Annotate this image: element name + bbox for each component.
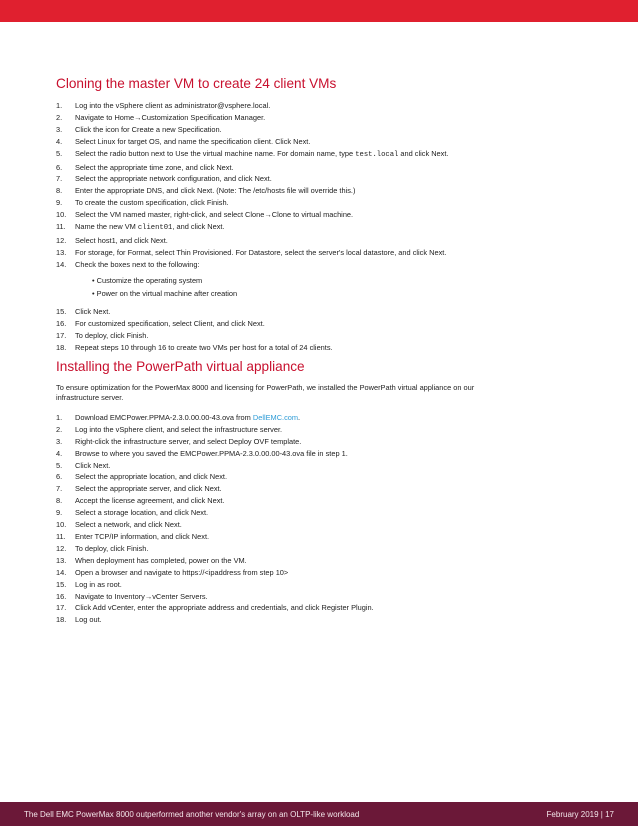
list-item	[56, 567, 586, 579]
powerpath-steps-list	[56, 412, 586, 626]
step-number: 11.	[56, 222, 66, 232]
step-number: 13.	[56, 247, 67, 257]
step-text: Navigate to Inventory→vCenter Servers.	[75, 591, 208, 601]
step-text: Log in as root.	[75, 579, 122, 589]
list-item	[56, 471, 586, 483]
list-item	[56, 602, 586, 614]
step-text: Click Next.	[75, 307, 111, 317]
step-number: 17.	[56, 331, 67, 341]
step-text: Repeat steps 10 through 16 to create two VMs per host for a total of 24 clients.	[75, 343, 333, 352]
step-number: 3.	[56, 124, 63, 134]
step-text: Select a network, and click Next.	[75, 520, 182, 530]
list-item	[56, 531, 586, 543]
list-item	[56, 330, 586, 342]
list-item	[56, 507, 586, 519]
bullet-item: • Power on the virtual machine after creation	[92, 289, 238, 299]
step-text: When deployment has completed, power on the VM.	[75, 555, 247, 565]
step-text: Open a browser and navigate to https://<ipaddress from step 10>	[75, 567, 289, 577]
step-number: 16.	[56, 319, 67, 329]
step-text: Select the appropriate server, and click Next.	[75, 484, 222, 494]
step-text: Select host1, and click Next.	[75, 235, 168, 245]
list-item	[56, 436, 586, 448]
list-item	[56, 173, 586, 185]
step-text: Click Next.	[75, 460, 111, 470]
step-number: 18.	[56, 343, 67, 352]
step-number: 4.	[56, 136, 63, 146]
bullet-item: • Customize the operating system	[92, 275, 203, 285]
step-text: , and click Next.	[172, 222, 225, 232]
list-item	[56, 342, 586, 354]
step-text: Enter the appropriate DNS, and click Next. (Note: The /etc/hosts file will override this.)	[75, 186, 356, 196]
step-number: 1.	[56, 412, 63, 422]
step-text: Select the appropriate network configuration, and click Next.	[75, 174, 272, 184]
step-text: Log out.	[75, 615, 102, 625]
list-item	[56, 247, 586, 259]
list-item	[56, 100, 586, 112]
list-item	[56, 591, 586, 603]
page-content	[56, 76, 586, 626]
step-text: Click Add vCenter, enter the appropriate address and credentials, and click Register Plugin.	[75, 603, 374, 613]
list-item	[56, 197, 586, 209]
step-number: 7.	[56, 174, 63, 184]
step-number: 10.	[56, 210, 67, 220]
list-item	[56, 148, 586, 162]
step-text: Log into the vSphere client, and select the infrastructure server.	[75, 424, 283, 434]
options-bullet-list	[56, 274, 586, 302]
step-text: and click Next.	[398, 148, 449, 158]
header-accent-bar	[0, 0, 638, 22]
cloning-steps-list-continued	[56, 306, 586, 354]
step-text: Select the appropriate time zone, and click Next.	[75, 162, 234, 172]
step-number: 3.	[56, 436, 63, 446]
step-number: 8.	[56, 496, 63, 506]
list-item	[56, 495, 586, 507]
list-item	[56, 614, 586, 626]
step-number: 6.	[56, 162, 63, 172]
step-text: For storage, for Format, select Thin Provisioned. For Datastore, select the server's local datastore, and click Next.	[75, 247, 447, 257]
step-number: 4.	[56, 448, 63, 458]
step-number: 7.	[56, 484, 63, 494]
list-item	[56, 448, 586, 460]
footer-date-page: February 2019 | 17	[546, 809, 614, 819]
list-item	[56, 185, 586, 197]
step-number: 9.	[56, 508, 63, 518]
step-number: 13.	[56, 555, 67, 565]
code-text: test.local	[355, 150, 399, 159]
list-item	[56, 112, 586, 124]
step-number: 12.	[56, 235, 67, 245]
list-item	[56, 124, 586, 136]
section-intro: To ensure optimization for the PowerMax 8000 and licensing for PowerPath, we installed the PowerPath virtual appliance on our infrastructure server.	[56, 382, 475, 403]
list-item	[56, 235, 586, 247]
list-item	[56, 412, 586, 424]
list-item	[56, 306, 586, 318]
step-number: 2.	[56, 112, 63, 122]
step-text: Accept the license agreement, and click Next.	[75, 496, 225, 506]
step-number: 9.	[56, 198, 63, 208]
code-text: client01	[137, 224, 173, 233]
list-item	[56, 483, 586, 495]
step-text: Enter TCP/IP information, and click Next.	[75, 531, 210, 541]
step-number: 18.	[56, 615, 67, 625]
list-item	[56, 424, 586, 436]
step-text: Select a storage location, and click Next.	[75, 508, 209, 518]
dellemc-link[interactable]: DellEMC.com	[252, 412, 299, 422]
step-text: For customized specification, select Client, and click Next.	[75, 319, 265, 329]
list-item	[56, 579, 586, 591]
step-text: To deploy, click Finish.	[75, 331, 149, 341]
step-number: 12.	[56, 543, 67, 553]
section-title-powerpath: Installing the PowerPath virtual appliance	[56, 358, 305, 374]
footer-report-title: The Dell EMC PowerMax 8000 outperformed another vendor's array on an OLTP-like workload	[24, 809, 360, 819]
step-number: 11.	[56, 531, 66, 541]
step-text: Download EMCPower.PPMA-2.3.0.00.00-43.ova from	[75, 412, 253, 422]
step-text: .	[298, 412, 301, 422]
step-number: 6.	[56, 472, 63, 482]
list-item	[56, 162, 586, 174]
step-number: 5.	[56, 460, 63, 470]
powerpath-section	[56, 359, 586, 626]
step-text: Right-click the infrastructure server, and select Deploy OVF template.	[75, 436, 302, 446]
step-text: Name the new VM	[75, 222, 138, 232]
page-footer	[0, 802, 638, 826]
step-text: Select the radio button next to Use the virtual machine name. For domain name, type	[75, 148, 356, 158]
step-number: 15.	[56, 307, 67, 317]
list-item	[56, 209, 586, 221]
list-item	[56, 460, 586, 472]
step-text: Browse to where you saved the EMCPower.PPMA-2.3.0.00.00-43.ova file in step 1.	[75, 448, 348, 458]
cloning-steps-list	[56, 100, 586, 271]
step-text: Navigate to Home→Customization Specification Manager.	[75, 112, 266, 122]
step-text: Log into the vSphere client as administrator@vsphere.local.	[75, 101, 271, 110]
step-number: 14.	[56, 567, 67, 577]
list-item	[56, 543, 586, 555]
step-number: 2.	[56, 424, 63, 434]
step-number: 15.	[56, 579, 67, 589]
step-number: 5.	[56, 148, 63, 158]
step-text: Select the VM named master, right-click, and select Clone→Clone to virtual machine.	[75, 210, 354, 220]
step-number: 1.	[56, 101, 63, 110]
step-text: Select the appropriate location, and click Next.	[75, 472, 228, 482]
step-number: 16.	[56, 591, 67, 601]
step-text: To create the custom specification, click Finish.	[75, 198, 229, 208]
step-text: Select Linux for target OS, and name the specification client. Click Next.	[75, 136, 311, 146]
list-item	[56, 136, 586, 148]
step-text: Check the boxes next to the following:	[75, 259, 200, 269]
list-item	[56, 318, 586, 330]
step-number: 14.	[56, 259, 67, 269]
list-item	[56, 519, 586, 531]
step-text: To deploy, click Finish.	[75, 543, 149, 553]
list-item	[56, 259, 586, 271]
step-text: Click the icon for Create a new Specification.	[75, 124, 222, 134]
section-title-cloning: Cloning the master VM to create 24 client VMs	[56, 76, 337, 91]
step-number: 17.	[56, 603, 67, 613]
list-item	[56, 221, 586, 235]
step-number: 8.	[56, 186, 63, 196]
list-item	[56, 555, 586, 567]
step-number: 10.	[56, 520, 67, 530]
